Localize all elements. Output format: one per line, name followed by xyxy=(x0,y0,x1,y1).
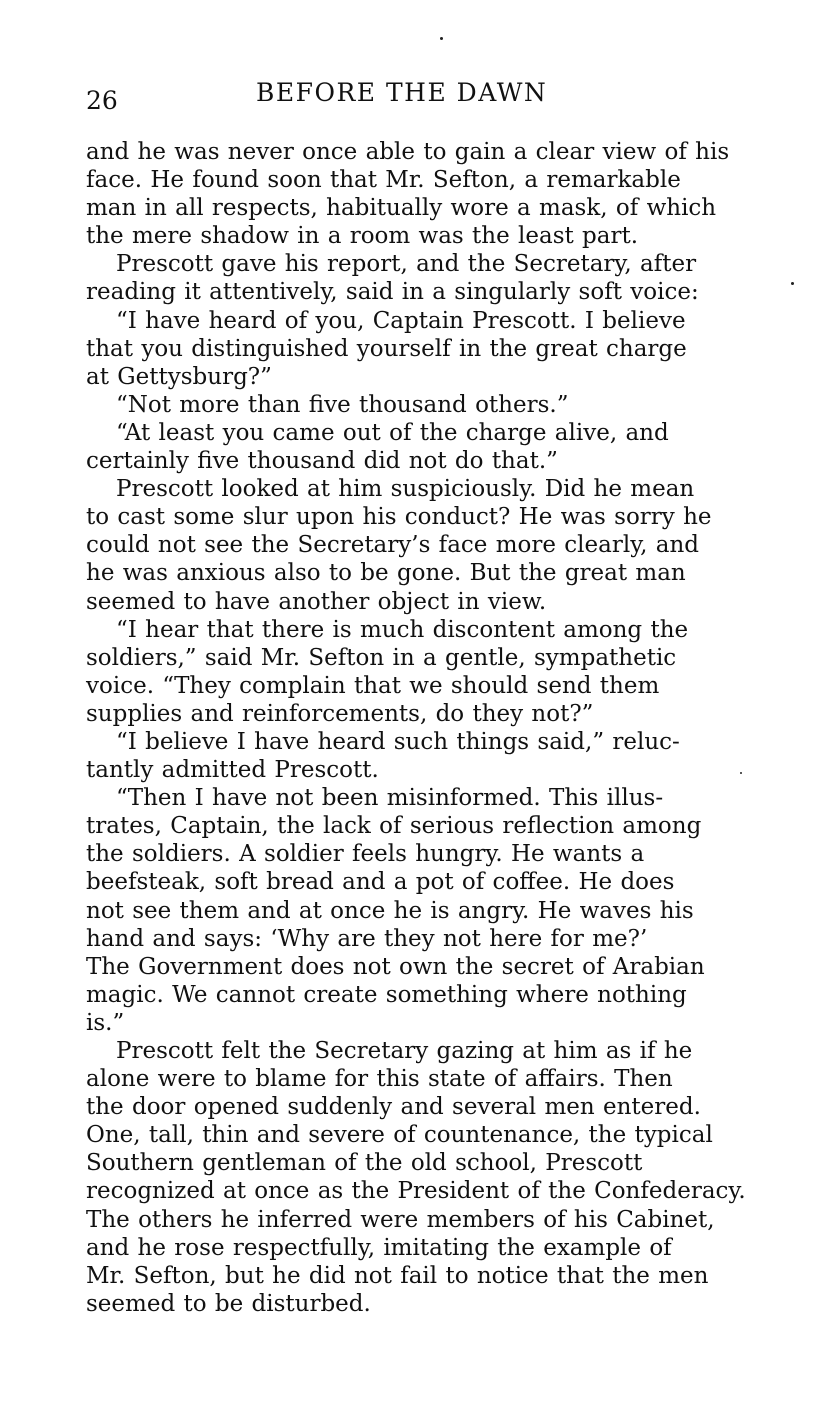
text-line: magic. We cannot create something where nothing xyxy=(86,981,687,1008)
paragraph xyxy=(86,138,762,250)
text-line: Prescott gave his report, and the Secretary, after xyxy=(116,251,697,278)
text-line: he was anxious also to be gone. But the great man xyxy=(86,560,686,587)
text-line: alone were to blame for this state of affairs. Then xyxy=(86,1066,673,1093)
text-line: “Then I have not been misinformed. This illus- xyxy=(116,785,664,812)
paragraph xyxy=(86,475,762,615)
text-line: hand and says: ‘Why are they not here for me?’ xyxy=(86,925,648,952)
text-line: recognized at once as the President of the Confederacy. xyxy=(86,1178,746,1205)
text-line: Prescott felt the Secretary gazing at him as if he xyxy=(116,1038,693,1064)
paragraph xyxy=(86,307,762,391)
text-line: “Not more than five thousand others.” xyxy=(116,391,569,418)
text-line: Mr. Sefton, but he did not fail to notice that the men xyxy=(86,1262,709,1289)
text-line: voice. “They complain that we should send them xyxy=(86,672,660,699)
text-line: to cast some slur upon his conduct? He was sorry he xyxy=(86,504,712,531)
paragraph xyxy=(86,250,762,306)
text-line: “I have heard of you, Captain Prescott. I believe xyxy=(116,307,686,334)
text-line: Prescott looked at him suspiciously. Did he mean xyxy=(116,476,695,503)
text-line: “I believe I have heard such things said,” reluc- xyxy=(116,728,680,755)
text-line: at Gettysburg?” xyxy=(86,363,272,390)
text-line: seemed to be disturbed. xyxy=(86,1290,371,1317)
text-line: certainly five thousand did not do that.” xyxy=(86,448,558,475)
page-body xyxy=(86,138,762,1318)
text-line: beefsteak, soft bread and a pot of coffee. He does xyxy=(86,869,675,896)
text-line: that you distinguished yourself in the great charge xyxy=(86,335,687,362)
text-line: the soldiers. A soldier feels hungry. He wants a xyxy=(86,841,645,868)
paragraph xyxy=(86,391,762,419)
text-line: The Government does not own the secret of Arabian xyxy=(86,953,705,980)
text-line: “At least you came out of the charge alive, and xyxy=(116,419,669,446)
print-speck xyxy=(440,37,443,40)
text-line: reading it attentively, said in a singularly soft voice: xyxy=(86,279,699,306)
text-line: seemed to have another object in view. xyxy=(86,588,547,615)
text-line: the door opened suddenly and several men entered. xyxy=(86,1094,701,1121)
text-line: soldiers,” said Mr. Sefton in a gentle, sympathetic xyxy=(86,644,677,671)
print-speck xyxy=(791,282,794,285)
text-line: One, tall, thin and severe of countenance, the typical xyxy=(86,1122,713,1149)
text-line: face. He found soon that Mr. Sefton, a remarkable xyxy=(86,167,681,194)
text-line: “I hear that there is much discontent among the xyxy=(116,616,689,643)
paragraph xyxy=(86,1037,762,1318)
text-line: and he was never once able to gain a clear view of his xyxy=(86,139,730,165)
text-line: the mere shadow in a room was the least part. xyxy=(86,223,639,250)
text-line: supplies and reinforcements, do they not?” xyxy=(86,700,594,727)
text-line: Southern gentleman of the old school, Prescott xyxy=(86,1150,643,1177)
paragraph xyxy=(86,616,762,728)
page-number: 26 xyxy=(86,86,118,115)
text-line: trates, Captain, the lack of serious reflection among xyxy=(86,813,702,840)
paragraph xyxy=(86,419,762,475)
text-line: tantly admitted Prescott. xyxy=(86,757,379,784)
running-title: BEFORE THE DAWN xyxy=(256,78,548,107)
text-line: and he rose respectfully, imitating the example of xyxy=(86,1234,672,1261)
paragraph xyxy=(86,784,762,1037)
text-line: is.” xyxy=(86,1009,125,1036)
text-line: man in all respects, habitually wore a mask, of which xyxy=(86,195,717,222)
text-line: not see them and at once he is angry. He waves his xyxy=(86,897,694,924)
text-line: The others he inferred were members of his Cabinet, xyxy=(86,1206,715,1233)
paragraph xyxy=(86,728,762,784)
text-line: could not see the Secretary’s face more clearly, and xyxy=(86,532,700,559)
